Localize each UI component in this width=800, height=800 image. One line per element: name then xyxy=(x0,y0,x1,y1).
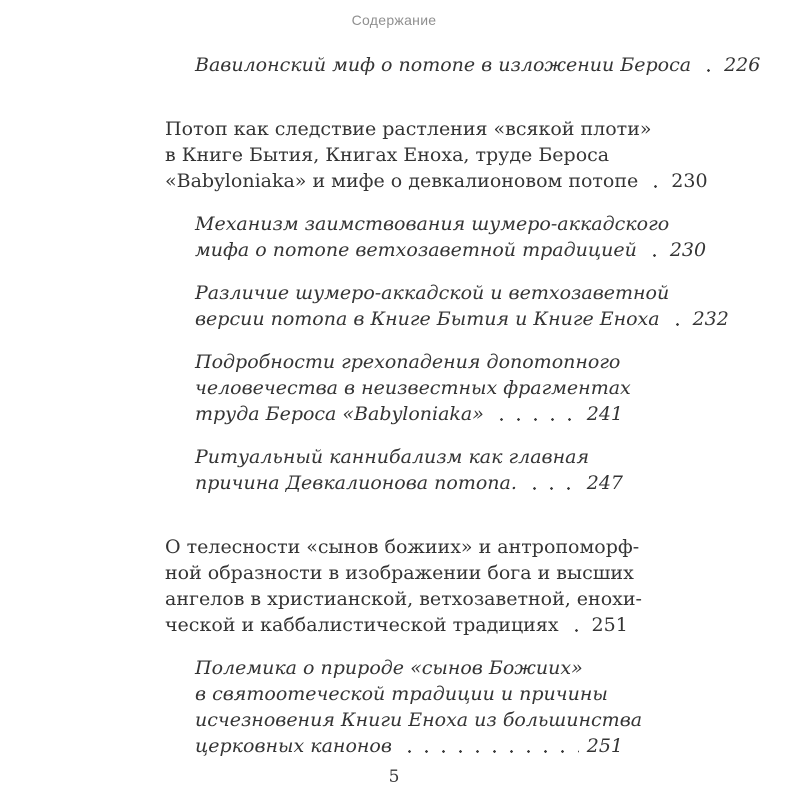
toc-page-number: 232 xyxy=(692,308,729,330)
toc-entry-line: Потоп как следствие растления «всякой плоти» xyxy=(165,118,652,140)
toc-page-number: 251 xyxy=(591,614,628,636)
toc-entry-line xyxy=(195,733,623,759)
toc-entry-text: версии потопа в Книге Бытия и Книге Еноха xyxy=(195,308,660,330)
toc-entry-line xyxy=(195,470,623,496)
toc-entry xyxy=(165,444,623,496)
dot-leader xyxy=(566,612,584,638)
toc-entry-line: Механизм заимствования шумеро-аккадского xyxy=(195,213,670,235)
toc-entry-line: ангелов в христианской, ветхозаветной, енохи- xyxy=(165,588,642,610)
toc-entry xyxy=(165,280,729,332)
toc-entry-line: ной образности в изображении бога и высших xyxy=(165,562,634,584)
toc-entry xyxy=(165,52,761,78)
toc-entry-text: церковных канонов xyxy=(195,735,392,757)
dot-leader xyxy=(524,470,579,496)
toc-entry-line xyxy=(165,612,628,638)
toc-entry xyxy=(165,116,708,194)
toc-entry-line xyxy=(195,52,761,78)
toc-entry-text: Вавилонский миф о потопе в изложении Бероса xyxy=(195,54,692,76)
toc-entry-line: Различие шумеро-аккадской и ветхозаветной xyxy=(195,282,670,304)
toc-entry-line xyxy=(195,306,729,332)
toc-entry xyxy=(165,349,631,427)
dot-leader xyxy=(667,306,685,332)
toc-entry-line: в святоотеческой традиции и причины xyxy=(195,683,608,705)
toc-page-number: 247 xyxy=(586,472,623,494)
dot-leader xyxy=(399,733,579,759)
toc-entry-line xyxy=(195,401,623,427)
toc-entry-line xyxy=(195,237,707,263)
dot-leader xyxy=(645,168,663,194)
toc-list xyxy=(165,52,761,759)
page-header: Содержание xyxy=(351,12,437,28)
toc-page-number: 226 xyxy=(724,54,761,76)
toc-page-number: 230 xyxy=(669,239,707,261)
toc-page-number: 251 xyxy=(586,735,623,757)
toc-entry-line: человечества в неизвестных фрагментах xyxy=(195,377,631,399)
dot-leader xyxy=(644,237,662,263)
toc-entry-line: О телесности «сынов божиих» и антропоморф- xyxy=(165,536,640,558)
toc-entry-text: «Babyloniaka» и мифе о девкалионовом потопе xyxy=(165,170,639,192)
toc-entry-line: в Книге Бытия, Книгах Еноха, труде Бероса xyxy=(165,144,610,166)
toc-entry-line: Ритуальный каннибализм как главная xyxy=(195,446,590,468)
toc-entry xyxy=(165,655,643,759)
page-number: 5 xyxy=(388,767,400,787)
toc-entry-text: мифа о потопе ветхозаветной традицией xyxy=(195,239,637,261)
toc-page-number: 230 xyxy=(671,170,708,192)
toc-entry-line: исчезновения Книги Еноха из большинства xyxy=(195,709,643,731)
toc-entry-line: Полемика о природе «сынов Божиих» xyxy=(195,657,583,679)
dot-leader xyxy=(491,401,579,427)
toc-entry-line: Подробности грехопадения допотопного xyxy=(195,351,621,373)
toc-entry xyxy=(165,211,707,263)
toc-entry-text: причина Девкалионова потопа. xyxy=(195,472,517,494)
toc-entry-text: труда Бероса «Babyloniaka» xyxy=(195,403,484,425)
toc-entry-line xyxy=(165,168,708,194)
toc-entry-text: ческой и каббалистической традициях xyxy=(165,614,559,636)
dot-leader xyxy=(698,52,716,78)
toc-page-number: 241 xyxy=(586,403,623,425)
toc-entry xyxy=(165,534,642,638)
